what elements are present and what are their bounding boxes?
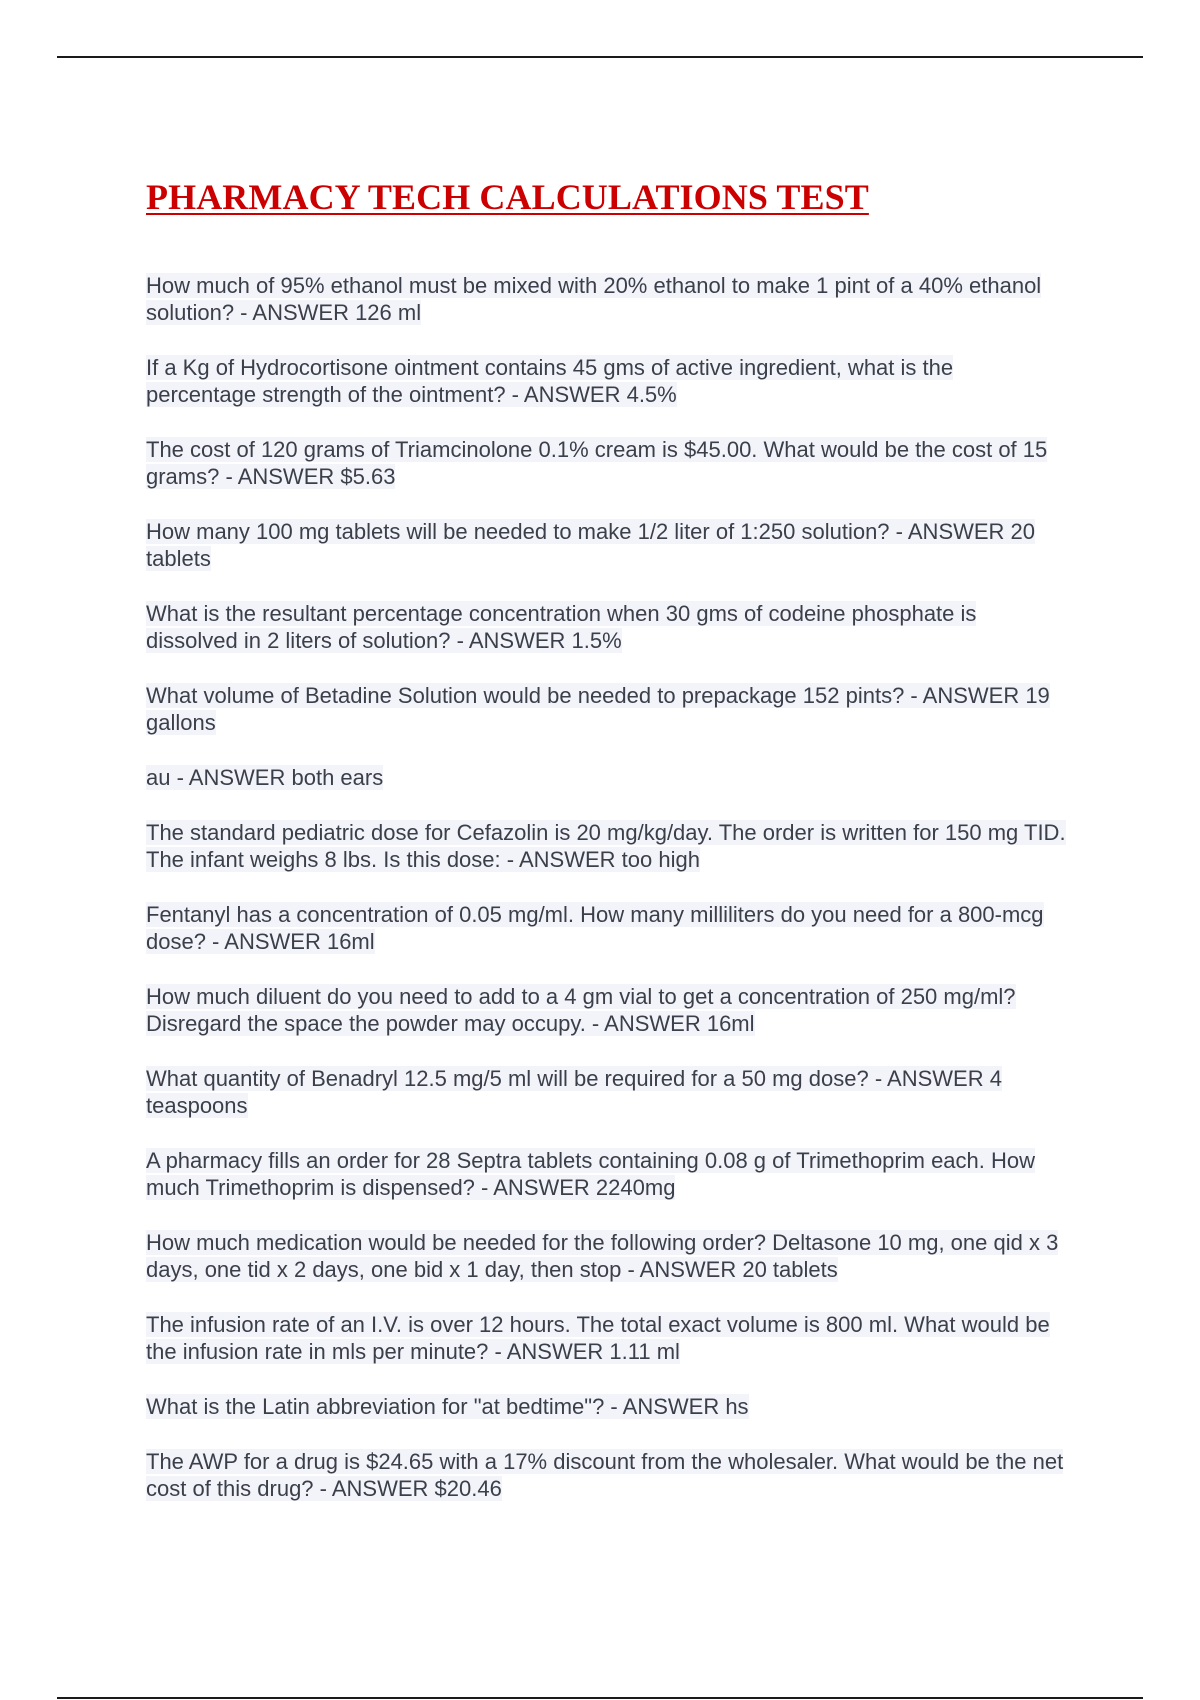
qa-text: How much diluent do you need to add to a 4 gm vial to get a concentration of 250 mg/ml? Disregard the space the powder may occupy. - ANSWER 16ml (146, 984, 1016, 1036)
list-item (146, 1147, 1066, 1201)
qa-text: The AWP for a drug is $24.65 with a 17% discount from the wholesaler. What would be the net cost of this drug? - ANSWER $20.46 (146, 1449, 1064, 1501)
qa-text: Fentanyl has a concentration of 0.05 mg/ml. How many milliliters do you need for a 800-mcg dose? - ANSWER 16ml (146, 902, 1044, 954)
list-item (146, 600, 1066, 654)
list-item (146, 1229, 1066, 1283)
list-item (146, 1065, 1066, 1119)
bottom-rule (57, 1697, 1143, 1699)
list-item (146, 983, 1066, 1037)
qa-text: If a Kg of Hydrocortisone ointment contains 45 gms of active ingredient, what is the percentage strength of the ointment? - ANSWER 4.5% (146, 355, 954, 407)
qa-text: The standard pediatric dose for Cefazolin is 20 mg/kg/day. The order is written for 150 mg TID. The infant weighs 8 lbs. Is this dose: - ANSWER too high (146, 820, 1066, 872)
list-item (146, 682, 1066, 736)
list-item (146, 764, 1066, 791)
qa-text: How much of 95% ethanol must be mixed with 20% ethanol to make 1 pint of a 40% ethanol solution? - ANSWER 126 ml (146, 273, 1042, 325)
page-title: PHARMACY TECH CALCULATIONS TEST (146, 177, 869, 217)
list-item (146, 436, 1066, 490)
qa-text: What is the resultant percentage concentration when 30 gms of codeine phosphate is dissolved in 2 liters of solution? - ANSWER 1.5% (146, 601, 977, 653)
list-item (146, 901, 1066, 955)
qa-text: What quantity of Benadryl 12.5 mg/5 ml will be required for a 50 mg dose? - ANSWER 4 teaspoons (146, 1066, 1002, 1118)
list-item (146, 272, 1066, 326)
qa-text: What volume of Betadine Solution would be needed to prepackage 152 pints? - ANSWER 19 gallons (146, 683, 1050, 735)
list-item (146, 1311, 1066, 1365)
list-item (146, 819, 1066, 873)
qa-list (146, 272, 1066, 1530)
qa-text: au - ANSWER both ears (146, 765, 384, 790)
qa-text: The cost of 120 grams of Triamcinolone 0.1% cream is $45.00. What would be the cost of 15 grams? - ANSWER $5.63 (146, 437, 1048, 489)
list-item (146, 1393, 1066, 1420)
list-item (146, 354, 1066, 408)
qa-text: How much medication would be needed for the following order? Deltasone 10 mg, one qid x 3 days, one tid x 2 days, one bid x 1 day, then stop - ANSWER 20 tablets (146, 1230, 1059, 1282)
qa-text: The infusion rate of an I.V. is over 12 hours. The total exact volume is 800 ml. What would be the infusion rate in mls per minute? - ANSWER 1.11 ml (146, 1312, 1050, 1364)
list-item (146, 518, 1066, 572)
qa-text: A pharmacy fills an order for 28 Septra tablets containing 0.08 g of Trimethoprim each. How much Trimethoprim is dispensed? - ANSWER 2240mg (146, 1148, 1036, 1200)
qa-text: How many 100 mg tablets will be needed to make 1/2 liter of 1:250 solution? - ANSWER 20 tablets (146, 519, 1036, 571)
qa-text: What is the Latin abbreviation for "at bedtime"? - ANSWER hs (146, 1394, 749, 1419)
list-item (146, 1448, 1066, 1502)
top-rule (57, 56, 1143, 58)
